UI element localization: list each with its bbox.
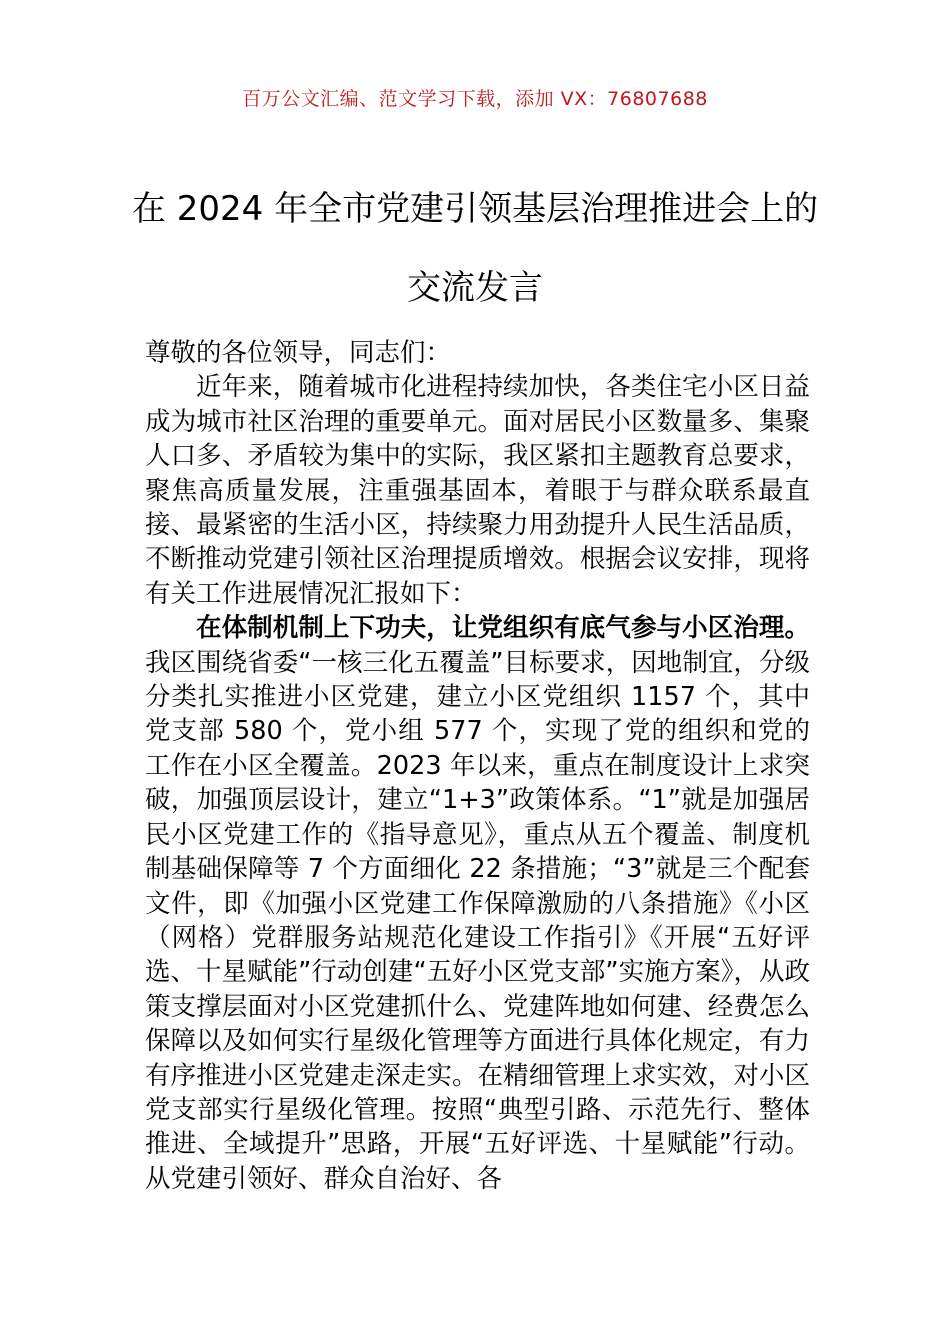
salutation: 尊敬的各位领导，同志们： [145, 338, 452, 368]
paragraph-institutional-mechanism [145, 611, 810, 1196]
header-note: 百万公文汇编、范文学习下载，添加 VX：76807688 [242, 88, 708, 110]
document-body [145, 336, 810, 1196]
paragraph-body-text: 我区围绕省委“一核三化五覆盖”目标要求，因地制宜，分级分类扎实推进小区党建，建立小区党组织 1157 个，其中党支部 580 个，党小组 577 个，实现了党的组织和党的工作在小区全覆盖。2023 年以来，重点在制度设计上求突破，加强顶层设计，建立“1+3”政策体系。“1”就是加强居民小区党建工作的《指导意见》，重点从五个覆盖、制度机制基础保障等 7 个方面细化 22 条措施；“3”就是三个配套文件，即《加强小区党建工作保障激励的八条措施》《小区（网格）党群服务站规范化建设工作指引》《开展“五好评选、十星赋能”行动创建“五好小区党支部”实施方案》，从政策支撑层面对小区党建抓什么、党建阵地如何建、经费怎么保障以及如何实行星级化管理等方面进行具体化规定，有力有序推进小区党建走深走实。在精细管理上求实效，对小区党支部实行星级化管理。按照“典型引路、示范先行、整体推进、全域提升”思路，开展“五好评选、十星赋能”行动。从党建引领好、群众自治好、各 [145, 647, 810, 1194]
paragraph-lead-sentence: 在体制机制上下功夫，让党组织有底气参与小区治理。 [196, 613, 810, 644]
paragraph-intro: 近年来，随着城市化进程持续加快，各类住宅小区日益成为城市社区治理的重要单元。面对居民小区数量多、集聚人口多、矛盾较为集中的实际，我区紧扣主题教育总要求，聚焦高质量发展，注重强基固本，着眼于与群众联系最直接、最紧密的生活小区，持续聚力用劲提升人民生活品质，不断推动党建引领社区治理提质增效。根据会议安排，现将有关工作进展情况汇报如下： [145, 372, 810, 609]
document-title: 在 2024 年全市党建引领基层治理推进会上的交流发言 [131, 189, 819, 308]
